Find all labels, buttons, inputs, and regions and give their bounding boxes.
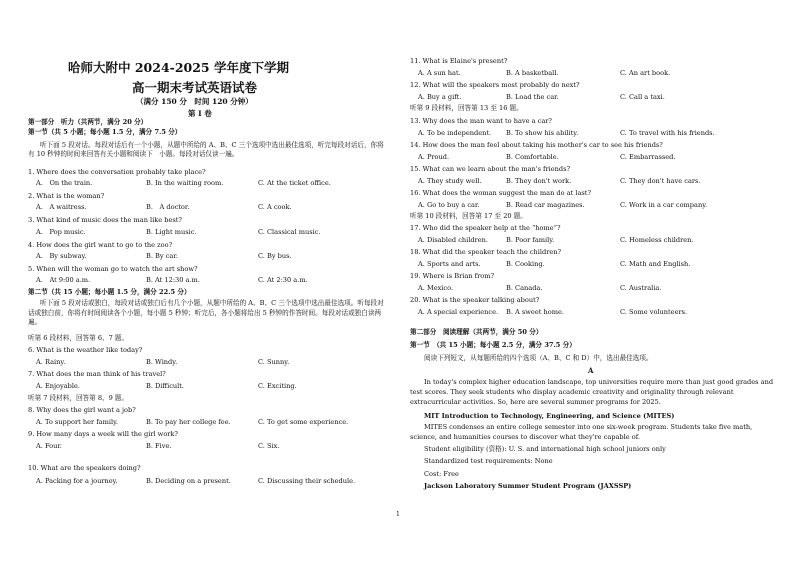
part2-section1-instructions: 阅读下列短文，从每题所给的四个选项（A、B、C 和 D）中，选出最佳选项。 [424, 354, 653, 362]
question-5-option-c: C. At 2:30 a.m. [258, 276, 308, 284]
question-9-option-b: B. Five. [146, 442, 172, 450]
question-8-option-b: B. To pay her college fee. [146, 418, 231, 426]
question-7-option-a: A. Enjoyable. [36, 382, 81, 390]
part2-heading: 第二部分 阅读理解（共两节，满分 50 分） [410, 328, 543, 336]
program-1-test-requirements: Standardized test requirements: None [424, 457, 553, 465]
question-8-option-a: A. To support her family. [36, 418, 119, 426]
question-15-stem: 15. What can we learn about the man's friends? [410, 165, 571, 173]
part1-section1-instructions: 听下面 5 段对话。每段对话后有一个小题，从题中所给的 A、B、C 三个选项中选出最佳选项，听完每段对话后，你将有 10 秒钟的时间来回答有关小题和阅读下 小题。每段对话仅读一遍。 [28, 141, 384, 158]
question-6-option-a: A. Rainy. [36, 358, 66, 366]
question-18-option-c: C. Math and English. [620, 260, 691, 268]
question-6-stem: 6. What is the weather like today? [28, 346, 143, 354]
question-20-option-a: A. A special experience. [418, 308, 499, 316]
question-3-option-c: C. Classical music. [258, 228, 321, 236]
question-3-stem: 3. What kind of music does the man like best? [28, 216, 182, 224]
question-7-option-c: C. Exciting. [258, 382, 297, 390]
question-1-option-a: A. On the train. [36, 179, 93, 187]
part1-section2-heading: 第二节（共 15 小题；每小题 1.5 分，满分 22.5 分） [28, 288, 191, 296]
program-1-eligibility: Student eligibility (资格): U. S. and international high school juniors only [424, 445, 666, 453]
question-5-stem: 5. When will the woman go to watch the art show? [28, 265, 198, 273]
question-18-stem: 18. What did the speaker teach the children? [410, 248, 562, 256]
question-13-option-b: B. To show his ability. [506, 129, 579, 137]
question-20-stem: 20. What is the speaker talking about? [410, 296, 540, 304]
question-20-option-c: C. Some volunteers. [620, 308, 688, 316]
question-15-option-c: C. They don't have cars. [620, 177, 701, 185]
question-4-stem: 4. How does the girl want to go to the zoo? [28, 241, 173, 249]
question-2-option-a: A. A waitress. [36, 203, 87, 211]
question-11-option-c: C. An art book. [620, 69, 671, 77]
question-14-option-b: B. Comfortable. [506, 153, 559, 161]
question-13-option-a: A. To be independent. [418, 129, 492, 137]
question-5-option-a: A. At 9:00 a.m. [36, 276, 91, 284]
question-3-option-b: B. Light music. [146, 228, 197, 236]
part1-heading: 第一部分 听力（共两节，满分 20 分） [28, 118, 148, 126]
question-16-option-b: B. Read car magazines. [506, 201, 585, 209]
question-9-option-c: C. Six. [258, 442, 280, 450]
program-1-cost: Cost: Free [424, 470, 459, 478]
question-8-option-c: C. To get some experience. [258, 418, 349, 426]
question-9-stem: 9. How many days a week will the girl work? [28, 430, 178, 438]
question-18-option-b: B. Cooking. [506, 260, 545, 268]
question-16-option-c: C. Work in a car company. [620, 201, 708, 209]
question-11-stem: 11. What is Elaine's present? [410, 57, 508, 65]
question-12-stem: 12. What will the speakers most probably do next? [410, 81, 580, 89]
program-1-description: MITES condenses an entire college semester into one six-week program. Students take five math, science, and humanities courses to discover what they're capable of. [410, 423, 753, 441]
question-10-option-b: B. Deciding on a present. [146, 477, 231, 485]
question-1-stem: 1. Where does the conversation probably take place? [28, 168, 206, 176]
question-12-option-a: A. Buy a gift. [418, 93, 462, 101]
question-7-option-b: B. Difficult. [146, 382, 185, 390]
question-14-stem: 14. How does the man feel about taking his mother's car to see his friends? [410, 141, 663, 149]
material-6-note: 听第 6 段材料，回答第 6、7 题。 [28, 334, 129, 342]
question-19-option-c: C. Australia. [620, 284, 662, 292]
question-15-option-a: A. They study well. [418, 177, 482, 185]
question-6-option-c: C. Sunny. [258, 358, 290, 366]
part1-section1-heading: 第一节（共 5 小题；每小题 1.5 分，满分 7.5 分） [28, 128, 182, 136]
question-4-option-b: B. By car. [146, 252, 178, 260]
question-10-stem: 10. What are the speakers doing? [28, 464, 141, 472]
question-19-stem: 19. Where is Brian from? [410, 272, 494, 280]
question-19-option-a: A. Mexico. [418, 284, 454, 292]
volume-label: 第 I 卷 [188, 109, 212, 118]
part2-section1-heading: 第一节 （共 15 小题；每小题 2.5 分，满分 37.5 分） [410, 341, 576, 349]
material-7-note: 听第 7 段材料，回答第 8、9 题。 [28, 394, 129, 402]
score-time: （满分 150 分 时间 120 分钟） [136, 97, 253, 106]
question-4-option-c: C. By bus. [258, 252, 292, 260]
passage-a-paragraph-1: In today's complex higher education landscape, top universities require more than just good grades and test scores. They seek students who display academic creativity and originality through relevant extracurricular activities. So, here are several summer programs for 2025. [410, 378, 774, 406]
part1-section2-instructions: 听下面 5 段对话或独白，每段对话或独白后有几个小题，从题中所给的 A、B、C 三个选项中选出最佳选项。听每段对话或独白前，你将有时间阅读各个小题，每小题 5 秒钟；听完后，各小题将给出 5 秒钟的作答时间。每段对话或独白读两遍。 [28, 299, 384, 326]
exam-title-line2: 高一期末考试英语试卷 [132, 80, 258, 95]
question-20-option-b: B. A sweet home. [506, 308, 564, 316]
question-13-option-c: C. To travel with his friends. [620, 129, 715, 137]
question-12-option-c: C. Call a taxi. [620, 93, 665, 101]
question-14-option-c: C. Embarrassed. [620, 153, 676, 161]
question-12-option-b: B. Load the car. [506, 93, 559, 101]
question-3-option-a: A. Pop music. [36, 228, 86, 236]
question-18-option-a: A. Sports and arts. [418, 260, 481, 268]
question-8-stem: 8. Why does the girl want a job? [28, 406, 136, 414]
material-10-note: 听第 10 段材料，回答第 17 至 20 题。 [410, 212, 527, 220]
page-number: 1 [396, 511, 400, 518]
question-15-option-b: B. They don't work. [506, 177, 572, 185]
question-5-option-b: B. At 12:30 a.m. [146, 276, 200, 284]
question-17-option-b: B. Poor family. [506, 236, 555, 244]
question-1-option-c: C. At the ticket office. [258, 179, 331, 187]
exam-title-line1: 哈师大附中 2024-2025 学年度下学期 [68, 60, 289, 75]
question-7-stem: 7. What does the man think of his travel? [28, 370, 166, 378]
question-10-option-c: C. Discussing their schedule. [258, 477, 356, 485]
question-10-option-a: A. Packing for a journey. [36, 477, 118, 485]
program-2-title: Jackson Laboratory Summer Student Program (JAXSSP) [424, 482, 632, 490]
passage-label: A [588, 366, 594, 375]
question-13-stem: 13. Why does the man want to have a car? [410, 117, 552, 125]
question-19-option-b: B. Canada. [506, 284, 543, 292]
question-9-option-a: A. Four. [36, 442, 62, 450]
question-11-option-a: A. A sun hat. [418, 69, 461, 77]
question-17-option-a: A. Disabled children. [418, 236, 488, 244]
question-17-stem: 17. Who did the speaker help at the “home”? [410, 224, 561, 232]
question-4-option-a: A. By subway. [36, 252, 87, 260]
question-16-option-a: A. Go to buy a car. [418, 201, 480, 209]
program-1-title: MIT Introduction to Technology, Engineering, and Science (MITES) [424, 412, 675, 420]
question-2-option-b: B. A doctor. [146, 203, 190, 211]
material-9-note: 听第 9 段材料，回答第 13 至 16 题。 [410, 104, 523, 112]
question-2-option-c: C. A cook. [258, 203, 292, 211]
question-14-option-a: A. Proud. [418, 153, 450, 161]
question-17-option-c: C. Homeless children. [620, 236, 694, 244]
question-16-stem: 16. What does the woman suggest the man do at last? [410, 189, 591, 197]
question-11-option-b: B. A basketball. [506, 69, 559, 77]
question-6-option-b: B. Windy. [146, 358, 178, 366]
question-1-option-b: B. In the waiting room. [146, 179, 224, 187]
question-2-stem: 2. What is the woman? [28, 192, 105, 200]
